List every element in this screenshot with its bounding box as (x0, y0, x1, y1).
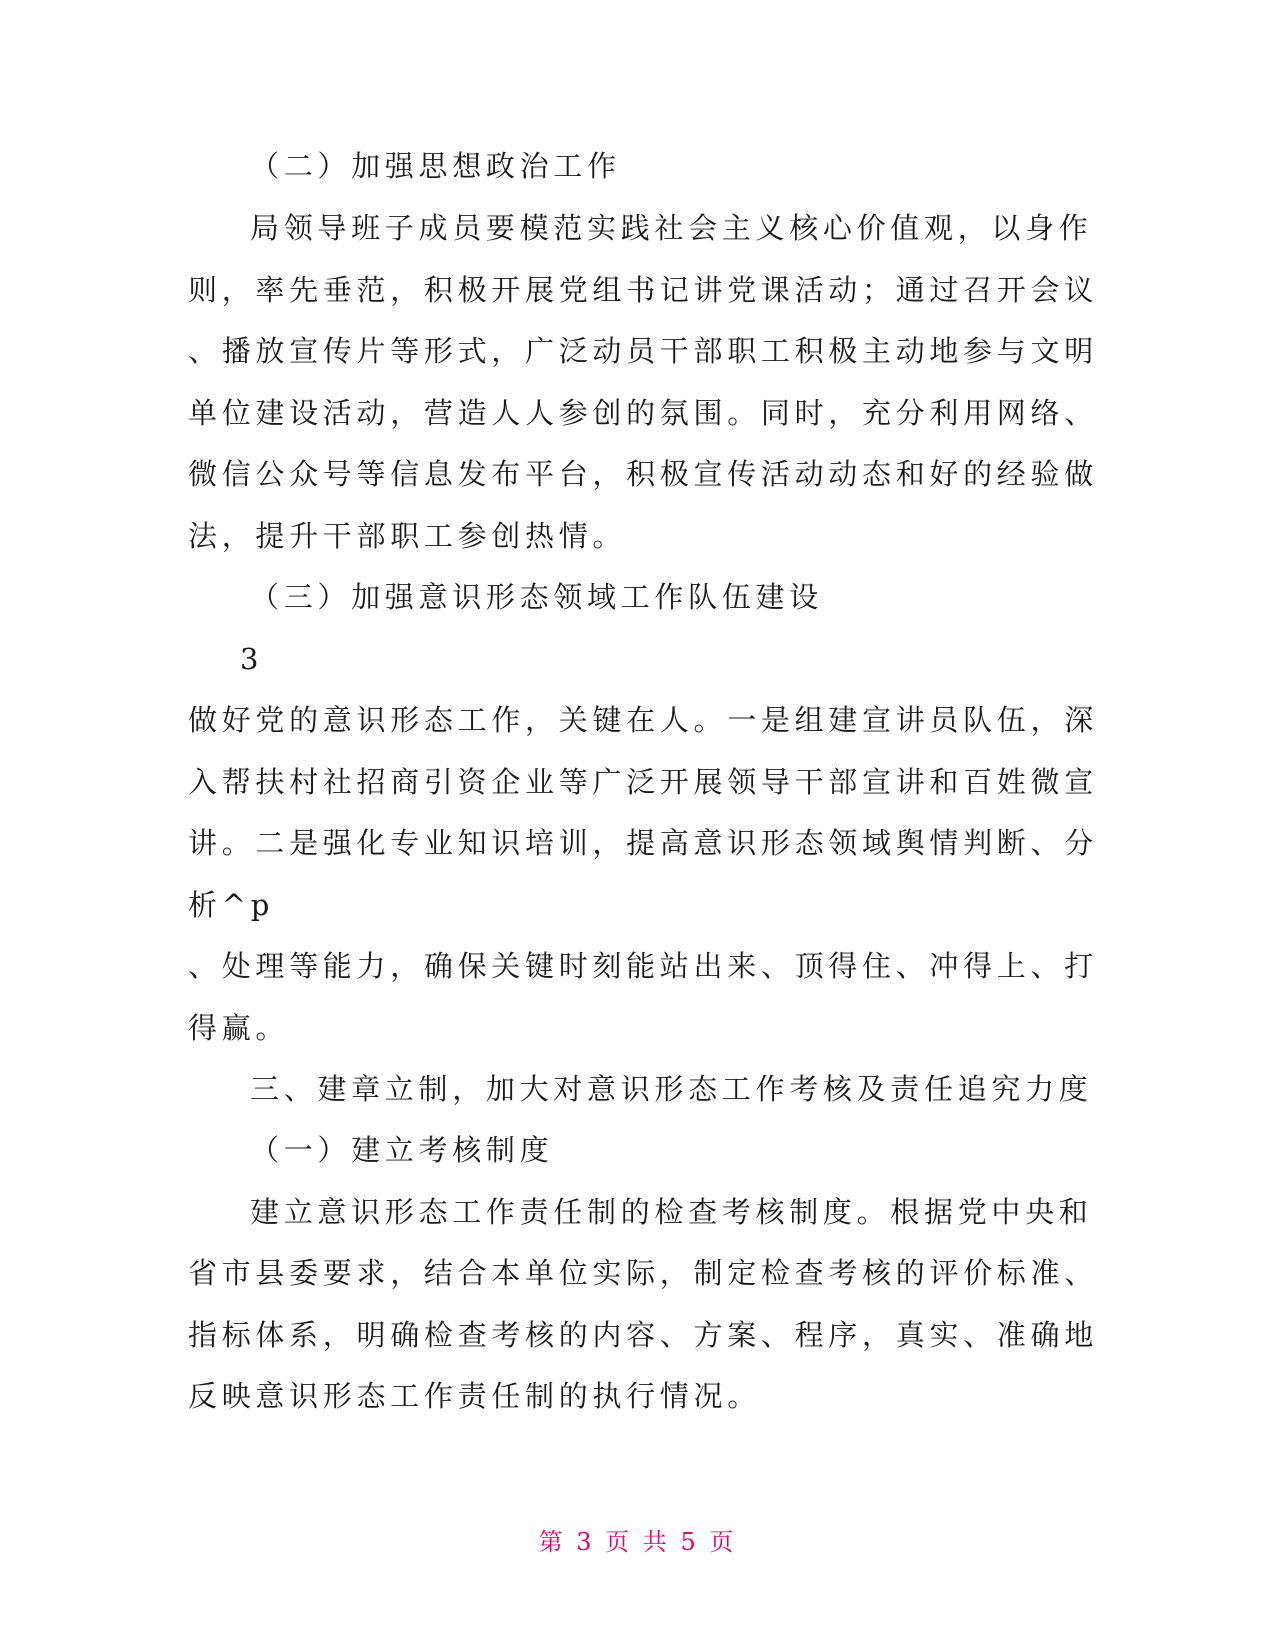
heading-team-building: （三）加强意识形态领域工作队伍建设 (250, 580, 823, 614)
paragraph-line: 、播放宣传片等形式，广泛动员干部职工积极主动地参与文明 (188, 334, 1098, 368)
paragraph-line: 法，提升干部职工参创热情。 (188, 519, 627, 553)
paragraph-line: 析^p (188, 888, 274, 922)
paragraph-line: 、处理等能力，确保关键时刻能站出来、顶得住、冲得上、打 (188, 949, 1098, 983)
heading-section-three: 三、建章立制，加大对意识形态工作考核及责任追究力度 (250, 1072, 1093, 1106)
paragraph-line: 省市县委要求，结合本单位实际，制定检查考核的评价标准、 (188, 1256, 1098, 1290)
paragraph-line: 单位建设活动，营造人人参创的氛围。同时，充分利用网络、 (188, 396, 1098, 430)
paragraph-line: 得赢。 (188, 1011, 290, 1045)
inline-page-number: 3 (240, 642, 264, 676)
paragraph-line: 指标体系，明确检查考核的内容、方案、程序，真实、准确地 (188, 1318, 1098, 1352)
heading-ideological-work: （二）加强思想政治工作 (250, 149, 621, 183)
paragraph-line: 入帮扶村社招商引资企业等广泛开展领导干部宣讲和百姓微宣 (188, 765, 1098, 799)
paragraph-line: 局领导班子成员要模范实践社会主义核心价值观，以身作 (250, 211, 1093, 245)
heading-assessment-system: （一）建立考核制度 (250, 1133, 554, 1167)
paragraph-line: 讲。二是强化专业知识培训，提高意识形态领域舆情判断、分 (188, 826, 1098, 860)
paragraph-line: 微信公众号等信息发布平台，积极宣传活动动态和好的经验做 (188, 457, 1098, 491)
paragraph-line: 建立意识形态工作责任制的检查考核制度。根据党中央和 (250, 1195, 1093, 1229)
paragraph-line: 做好党的意识形态工作，关键在人。一是组建宣讲员队伍，深 (188, 703, 1098, 737)
paragraph-line: 则，率先垂范，积极开展党组书记讲党课活动；通过召开会议 (188, 273, 1098, 307)
paragraph-line: 反映意识形态工作责任制的执行情况。 (188, 1379, 761, 1413)
page-footer-label: 第 3 页 共 5 页 (538, 1528, 737, 1556)
